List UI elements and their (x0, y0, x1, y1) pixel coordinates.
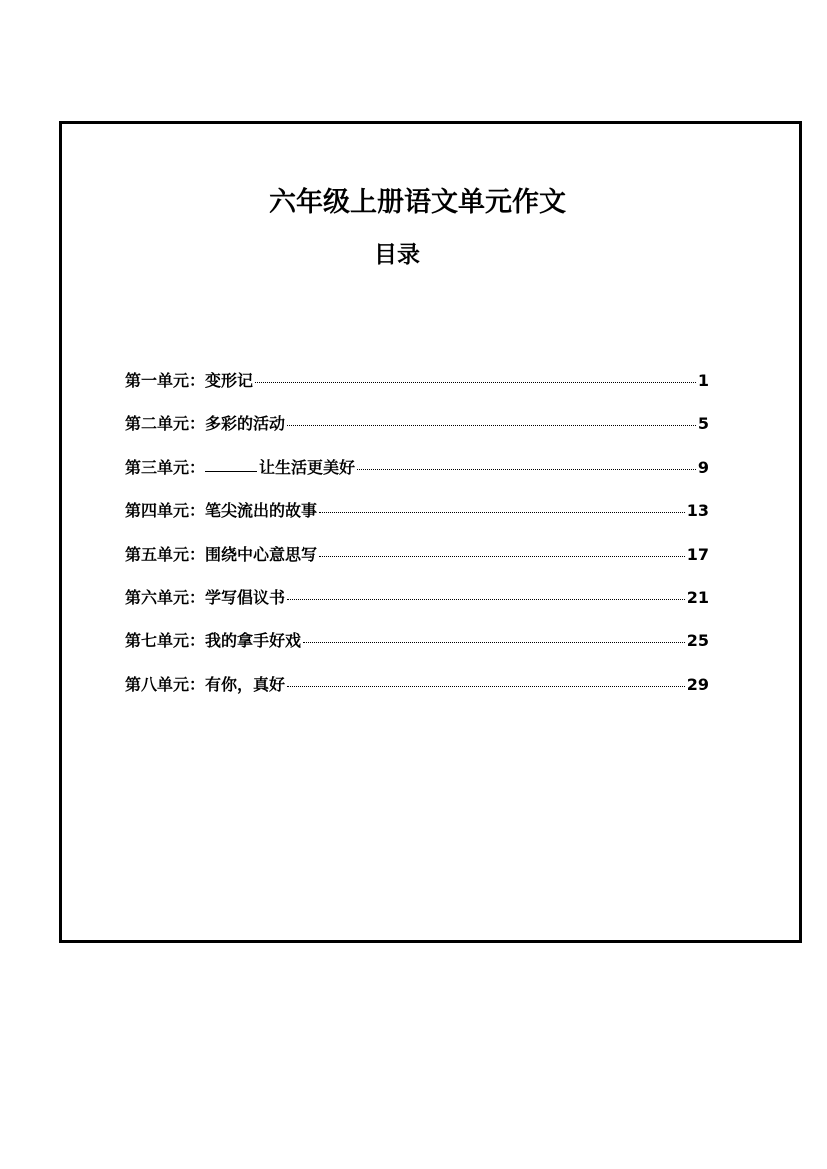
toc-dot-leader (287, 686, 685, 687)
toc-fill-in-blank (205, 471, 257, 472)
toc-entry-unit-4[interactable] (125, 498, 709, 541)
toc-unit-label: 第一单元： (125, 371, 206, 390)
toc-unit-label: 第七单元： (125, 631, 206, 651)
toc-entry-unit-3[interactable] (125, 455, 709, 498)
toc-topic: 围绕中心意思写 (205, 544, 318, 564)
toc-dot-leader (255, 382, 696, 383)
toc-unit-label: 第六单元： (125, 587, 206, 607)
toc-page-number: 1 (697, 371, 709, 390)
toc-topic: 变形记 (205, 371, 254, 390)
toc-entry-unit-2[interactable] (125, 411, 709, 454)
toc-heading: 目录 (374, 242, 420, 268)
toc-dot-leader (303, 642, 685, 643)
table-of-contents (125, 368, 709, 715)
toc-dot-leader (287, 599, 685, 600)
toc-page-number: 29 (686, 674, 709, 694)
toc-topic: 有你，真好 (205, 674, 286, 694)
toc-dot-leader (357, 469, 696, 470)
toc-topic: 让生活更美好 (259, 457, 356, 477)
toc-topic: 多彩的活动 (205, 414, 286, 434)
toc-page-number: 25 (686, 631, 709, 651)
toc-page-number: 21 (686, 587, 709, 607)
toc-page-number: 9 (697, 457, 709, 477)
document-title: 六年级上册语文单元作文 (269, 187, 566, 218)
toc-entry-unit-7[interactable] (125, 628, 709, 671)
toc-dot-leader (319, 512, 685, 513)
toc-unit-label: 第八单元： (125, 674, 206, 694)
toc-unit-label: 第四单元： (125, 501, 206, 521)
toc-dot-leader (287, 425, 696, 426)
toc-unit-label: 第二单元： (125, 414, 206, 434)
toc-page-number: 17 (686, 544, 709, 564)
toc-dot-leader (319, 556, 685, 557)
toc-entry-unit-6[interactable] (125, 585, 709, 628)
toc-entry-unit-8[interactable] (125, 672, 709, 715)
toc-entry-unit-1[interactable] (125, 368, 709, 411)
toc-unit-label: 第三单元： (125, 457, 206, 477)
toc-unit-label: 第五单元： (125, 544, 206, 564)
toc-topic: 学写倡议书 (205, 587, 286, 607)
toc-page-number: 5 (697, 414, 709, 434)
toc-topic: 笔尖流出的故事 (205, 501, 318, 521)
toc-topic: 我的拿手好戏 (205, 631, 302, 651)
toc-page-number: 13 (686, 501, 709, 521)
toc-entry-unit-5[interactable] (125, 542, 709, 585)
